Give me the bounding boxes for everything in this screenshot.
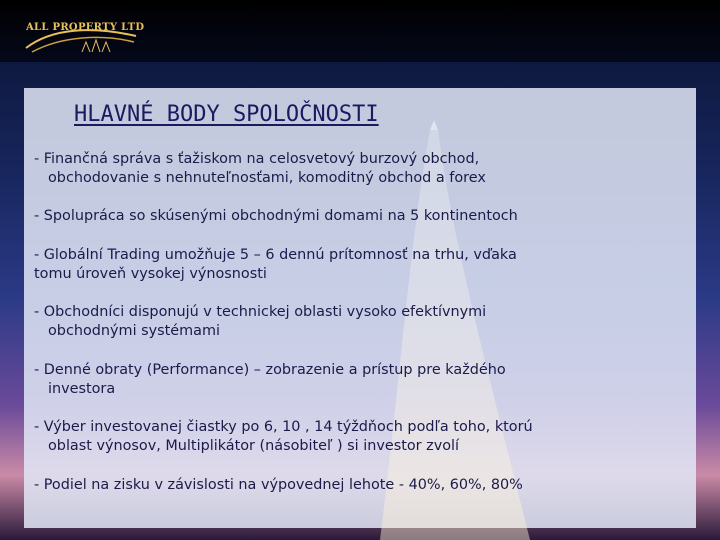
list-item [34,476,523,495]
list-item-line: tomu úroveň vysokej výnosnosti [34,266,267,282]
list-item-line: - Denné obraty (Performance) – zobrazenie a prístup pre každého [34,362,506,378]
list-item-line: - Spolupráca so skúsenými obchodnými domami na 5 kontinentoch [34,208,518,224]
list-item [34,150,486,188]
list-item-line: obchodnými systémami [48,323,220,339]
list-item-line: - Podiel na zisku v závislosti na výpovednej lehote - 40%, 60%, 80% [34,477,523,493]
list-item-line: - Obchodníci disponujú v technickej oblasti vysoko efektívnymi [34,304,487,320]
list-item-line: - Výber investovanej čiastky po 6, 10 , 14 týždňoch podľa toho, ktorú [34,419,533,435]
list-item [34,246,517,284]
list-item-line: - Globální Trading umožňuje 5 – 6 dennú prítomnosť na trhu, vďaka [34,247,517,263]
page-title: HLAVNÉ BODY SPOLOČNOSTI [74,102,379,127]
list-item [34,303,486,341]
list-item-line: obchodovanie s nehnuteľnosťami, komoditný obchod a forex [48,170,486,186]
list-item-line: - Finančná správa s ťažiskom na celosvetový burzový obchod, [34,151,480,167]
list-item [34,418,533,456]
list-item-line: investora [48,381,116,397]
list-item [34,207,518,226]
logo-text: ALL PROPERTY LTD [26,22,145,33]
list-item [34,361,506,399]
list-item-line: oblast výnosov, Multiplikátor (násobiteľ ) si investor zvolí [48,438,460,454]
